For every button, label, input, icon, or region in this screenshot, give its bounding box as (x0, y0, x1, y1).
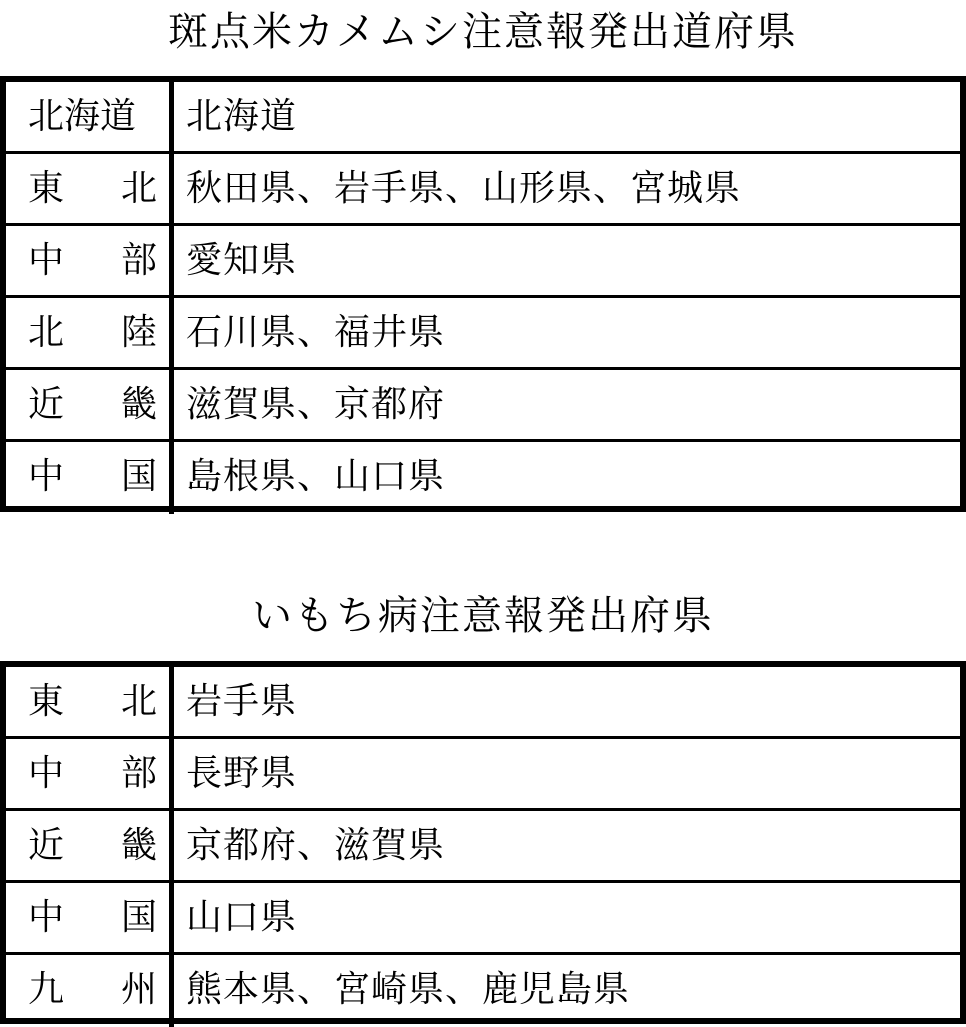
prefectures-cell: 愛知県 (186, 240, 298, 281)
region-cell (6, 955, 174, 1027)
table-row (6, 883, 960, 955)
prefectures-cell: 山口県 (186, 897, 298, 938)
region-cell (6, 82, 174, 151)
table-row (6, 955, 960, 1027)
prefectures-cell: 京都府、滋賀県 (186, 825, 446, 866)
blast-disease-advisory-table (0, 661, 966, 1024)
region-char-2: 州 (120, 969, 157, 1010)
table-title: いもち病注意報発出府県 (252, 593, 714, 639)
region-char-1: 中 (28, 456, 65, 497)
region-cell (6, 739, 174, 808)
table-row (6, 298, 960, 370)
region-char-1: 北 (28, 312, 65, 353)
region-cell (6, 811, 174, 880)
region-char-2: 部 (120, 240, 157, 281)
region-cell (6, 370, 174, 439)
region-char-1: 近 (28, 825, 65, 866)
table-title: 斑点米カメムシ注意報発出道府県 (168, 9, 798, 55)
table-row (6, 82, 960, 154)
region-char-1: 中 (28, 753, 65, 794)
region-cell (6, 667, 174, 736)
region-char-1: 東 (28, 168, 65, 209)
prefectures-cell: 長野県 (186, 753, 298, 794)
prefectures-cell: 熊本県、宮崎県、鹿児島県 (186, 969, 631, 1010)
region-cell (6, 154, 174, 223)
region-char-2: 陸 (120, 312, 157, 353)
prefectures-cell: 滋賀県、京都府 (186, 384, 446, 425)
region-char-1: 東 (28, 681, 65, 722)
table-row (6, 226, 960, 298)
table-row (6, 370, 960, 442)
region-cell (6, 298, 174, 367)
table-row (6, 667, 960, 739)
table-row (6, 811, 960, 883)
prefectures-cell: 岩手県 (186, 681, 298, 722)
region-char-2: 国 (120, 897, 157, 938)
table-row (6, 442, 960, 514)
prefectures-cell: 北海道 (186, 96, 298, 137)
region-char-1: 九 (28, 969, 65, 1010)
region-label: 北海道 (28, 96, 137, 137)
prefectures-cell: 島根県、山口県 (186, 456, 446, 497)
region-char-2: 北 (120, 168, 157, 209)
region-cell (6, 883, 174, 952)
region-cell (6, 226, 174, 295)
region-cell (6, 442, 174, 514)
prefectures-cell: 石川県、福井県 (186, 312, 446, 353)
region-char-1: 近 (28, 384, 65, 425)
region-char-2: 畿 (120, 825, 157, 866)
region-char-2: 部 (120, 753, 157, 794)
region-char-1: 中 (28, 897, 65, 938)
table-row (6, 739, 960, 811)
region-char-2: 北 (120, 681, 157, 722)
stink-bug-advisory-table (0, 76, 966, 512)
region-char-2: 畿 (120, 384, 157, 425)
region-char-1: 中 (28, 240, 65, 281)
prefectures-cell: 秋田県、岩手県、山形県、宮城県 (186, 168, 742, 209)
region-char-2: 国 (120, 456, 157, 497)
table-row (6, 154, 960, 226)
